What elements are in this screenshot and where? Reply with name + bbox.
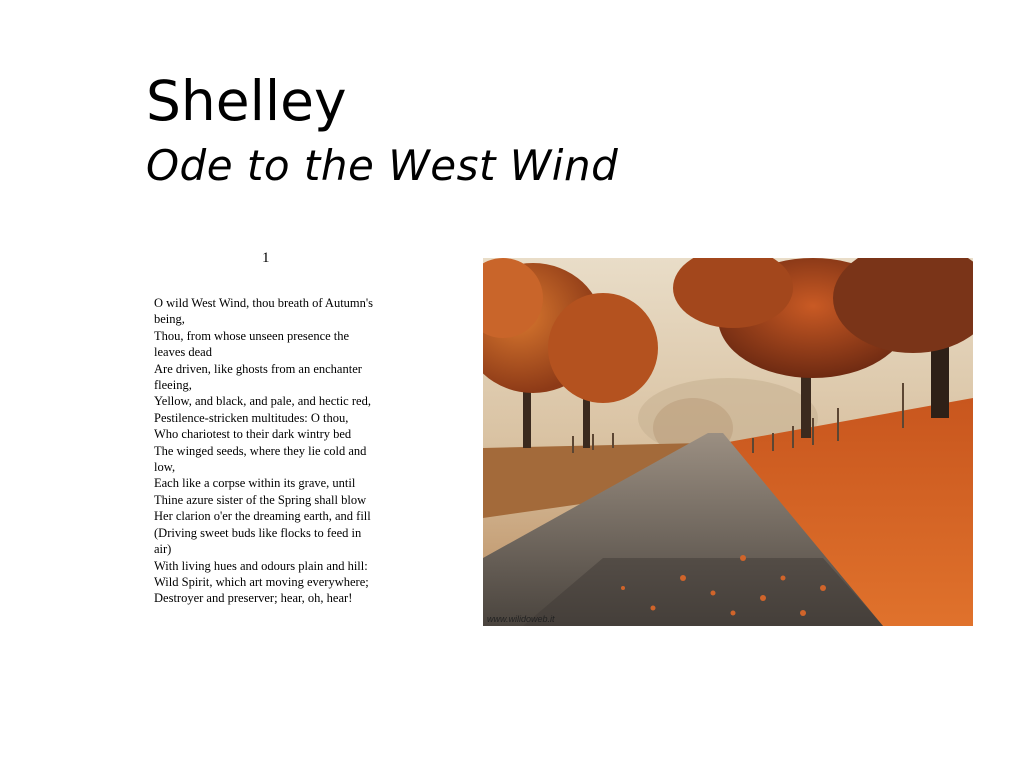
poem-line: (Driving sweet buds like flocks to feed in: [154, 525, 362, 540]
poem-line: The winged seeds, where they lie cold and: [154, 443, 367, 458]
poem-text: [154, 295, 416, 607]
slide-title: Shelley: [146, 69, 347, 133]
poem-line: O wild West Wind, thou breath of Autumn's: [154, 296, 374, 310]
slide-subtitle: Ode to the West Wind: [146, 141, 619, 190]
poem-line: Pestilence-stricken multitudes: O thou,: [154, 410, 349, 425]
poem-line: Wild Spirit, which art moving everywhere;: [154, 574, 369, 589]
poem-line: Each like a corpse within its grave, until: [154, 476, 356, 491]
poem-line: Her clarion o'er the dreaming earth, and fill: [154, 509, 371, 524]
poem-line: Thou, from whose unseen presence the: [154, 328, 350, 343]
poem-line: Are driven, like ghosts from an enchanter: [154, 361, 362, 376]
photo-watermark: www.wilidoweb.it: [487, 614, 555, 624]
poem-line: air): [154, 542, 172, 557]
poem-line: fleeing,: [154, 378, 192, 393]
poem-line: being,: [154, 312, 185, 327]
poem-line: With living hues and odours plain and hill:: [154, 558, 368, 573]
poem-line: Thine azure sister of the Spring shall blow: [154, 492, 367, 507]
poem-line: leaves dead: [154, 345, 212, 360]
autumn-road-photo: [483, 258, 973, 626]
poem-line: Destroyer and preserver; hear, oh, hear!: [154, 591, 353, 606]
stanza-number: 1: [262, 250, 270, 266]
poem-line: Who chariotest to their dark wintry bed: [154, 427, 352, 442]
poem-line: low,: [154, 460, 176, 475]
poem-line: Yellow, and black, and pale, and hectic red,: [154, 394, 371, 409]
